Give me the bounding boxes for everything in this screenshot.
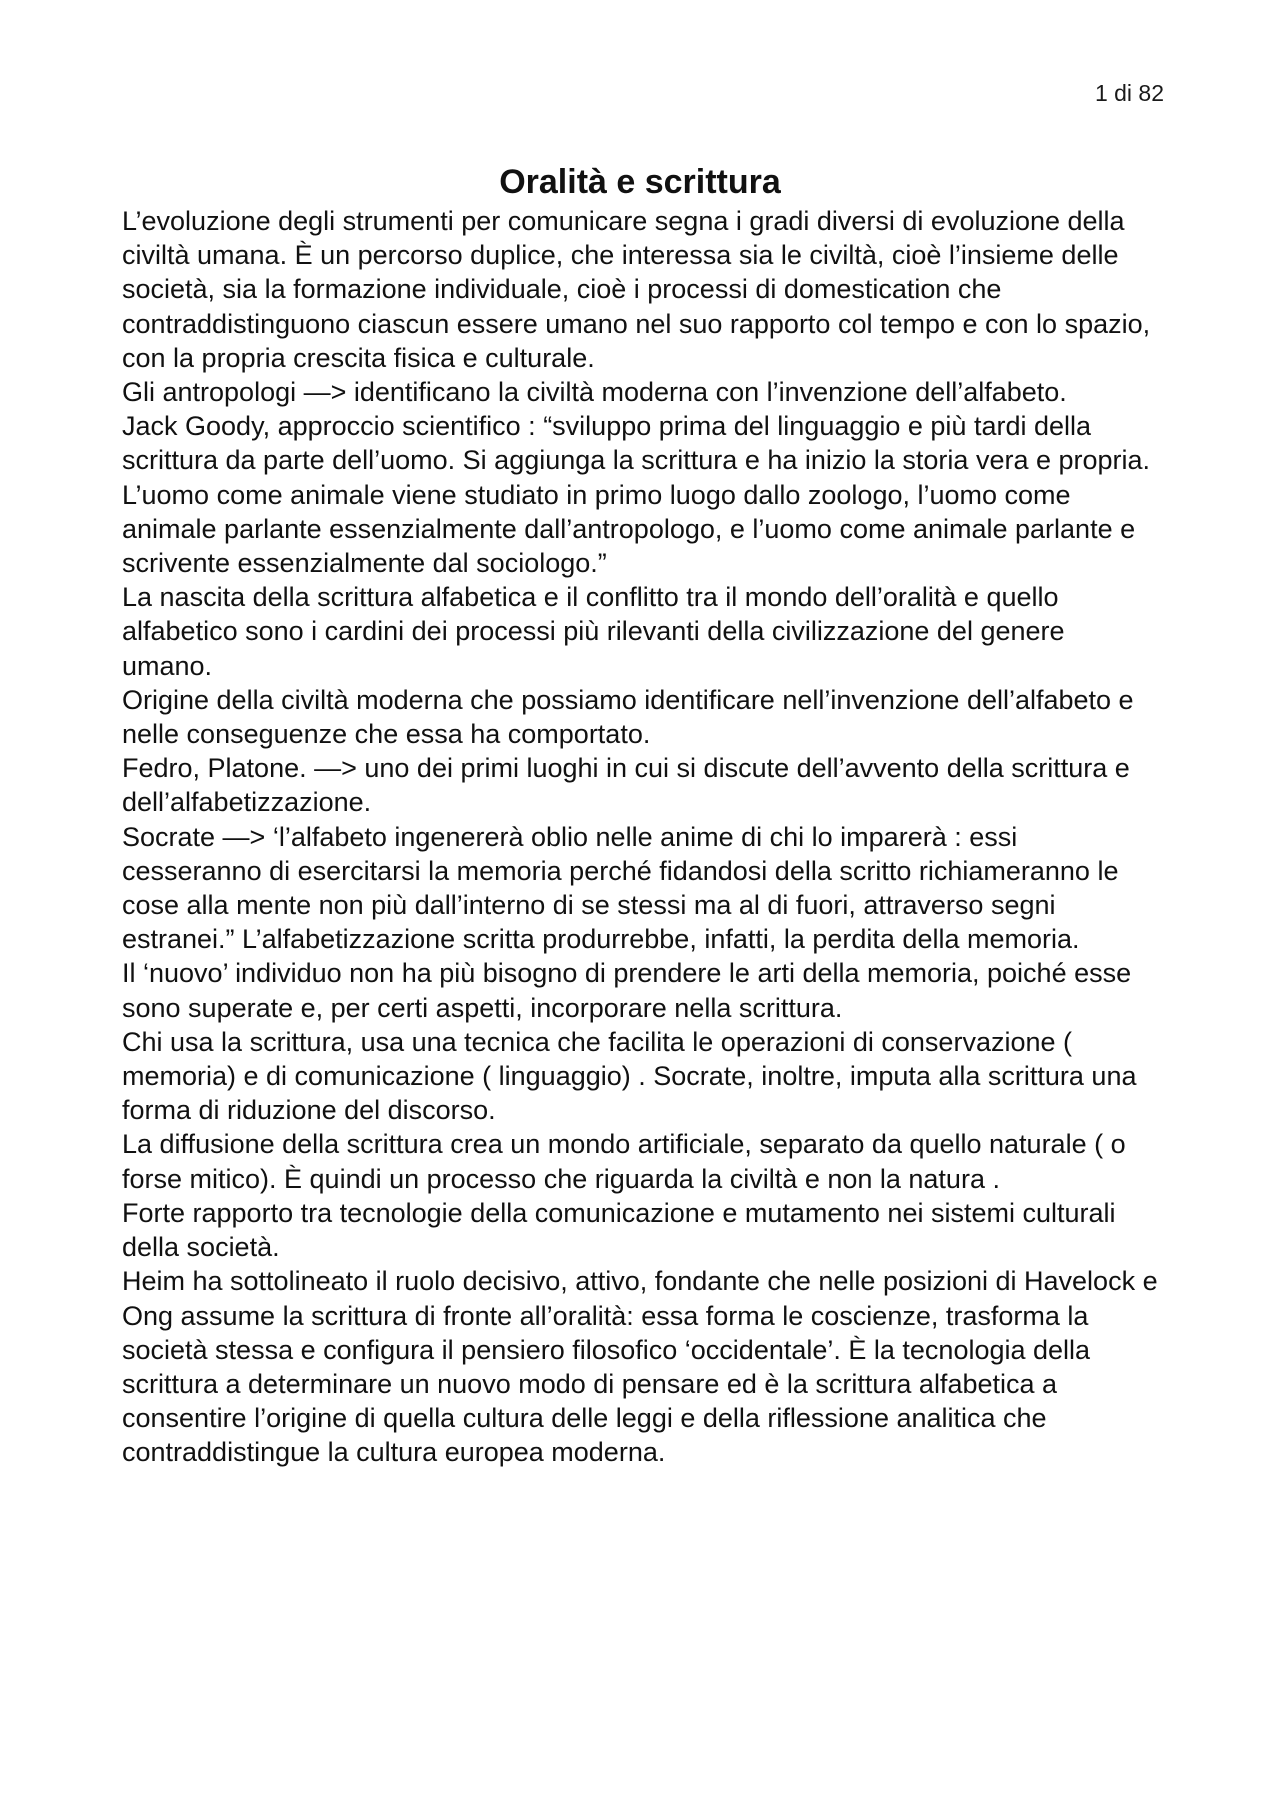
paragraph: La nascita della scrittura alfabetica e il conflitto tra il mondo dell’oralità e quello alfabetico sono i cardini dei processi più rilevanti della civilizzazione del genere umano. bbox=[122, 582, 1065, 681]
document-body bbox=[122, 204, 1162, 1470]
paragraph: Gli antropologi —> identificano la civiltà moderna con l’invenzione dell’alfabeto. bbox=[122, 377, 1067, 408]
paragraph: Socrate —> ‘l’alfabeto ingenererà oblio nelle anime di chi lo imparerà : essi cesseranno di esercitarsi la memoria perché fidandosi della scritto richiameranno le cose alla mente non più dall’interno di se stessi ma al di fuori, attraverso segni estranei.” L’alfabetizzazione scritta produrrebbe, infatti, la perdita della memoria. bbox=[122, 821, 1119, 955]
paragraph: Heim ha sottolineato il ruolo decisivo, attivo, fondante che nelle posizioni di Havelock e Ong assume la scrittura di fronte all’oralità: essa forma le coscienze, trasforma la società stessa e configura il pensiero filosofico ‘occidentale’. È la tecnologia della scrittura a determinare un nuovo modo di pensare ed è la scrittura alfabetica a consentire l’origine di quella cultura delle leggi e della riflessione analitica che contraddistingue la cultura europea moderna. bbox=[122, 1266, 1158, 1468]
paragraph: Origine della civiltà moderna che possiamo identificare nell’invenzione dell’alfabeto e nelle conseguenze che essa ha comportato. bbox=[122, 684, 1134, 750]
document-title: Oralità e scrittura bbox=[499, 163, 781, 201]
paragraph: Fedro, Platone. —> uno dei primi luoghi in cui si discute dell’avvento della scrittura e dell’alfabetizzazione. bbox=[122, 753, 1130, 818]
paragraph: Forte rapporto tra tecnologie della comunicazione e mutamento nei sistemi culturali della società. bbox=[122, 1197, 1116, 1263]
paragraph: Chi usa la scrittura, usa una tecnica che facilita le operazioni di conservazione ( memoria) e di comunicazione ( linguaggio) . Socrate, inoltre, imputa alla scrittura una forma di riduzione del discorso. bbox=[122, 1026, 1137, 1126]
paragraph: La diffusione della scrittura crea un mondo artificiale, separato da quello naturale ( o forse mitico). È quindi un processo che riguarda la civiltà e non la natura . bbox=[122, 1129, 1126, 1194]
paragraph: Jack Goody, approccio scientifico : “sviluppo prima del linguaggio e più tardi della scrittura da parte dell’uomo. Si aggiunga la scrittura e ha inizio la storia vera e propria. L’uomo come animale viene studiato in primo luogo dallo zoologo, l’uomo come animale parlante essenzialmente dall’antropologo, e l’uomo come animale parlante e scrivente essenzialmente dal sociologo.” bbox=[122, 411, 1151, 579]
paragraph: Il ‘nuovo’ individuo non ha più bisogno di prendere le arti della memoria, poiché esse sono superate e, per certi aspetti, incorporare nella scrittura. bbox=[122, 958, 1132, 1023]
page-number: 1 di 82 bbox=[1094, 80, 1164, 106]
paragraph: L’evoluzione degli strumenti per comunicare segna i gradi diversi di evoluzione della civiltà umana. È un percorso duplice, che interessa sia le civiltà, cioè l’insieme delle società, sia la formazione individuale, cioè i processi di domestication che contraddistinguono ciascun essere umano nel suo rapporto col tempo e con lo spazio, con la propria crescita fisica e culturale. bbox=[122, 206, 1151, 373]
